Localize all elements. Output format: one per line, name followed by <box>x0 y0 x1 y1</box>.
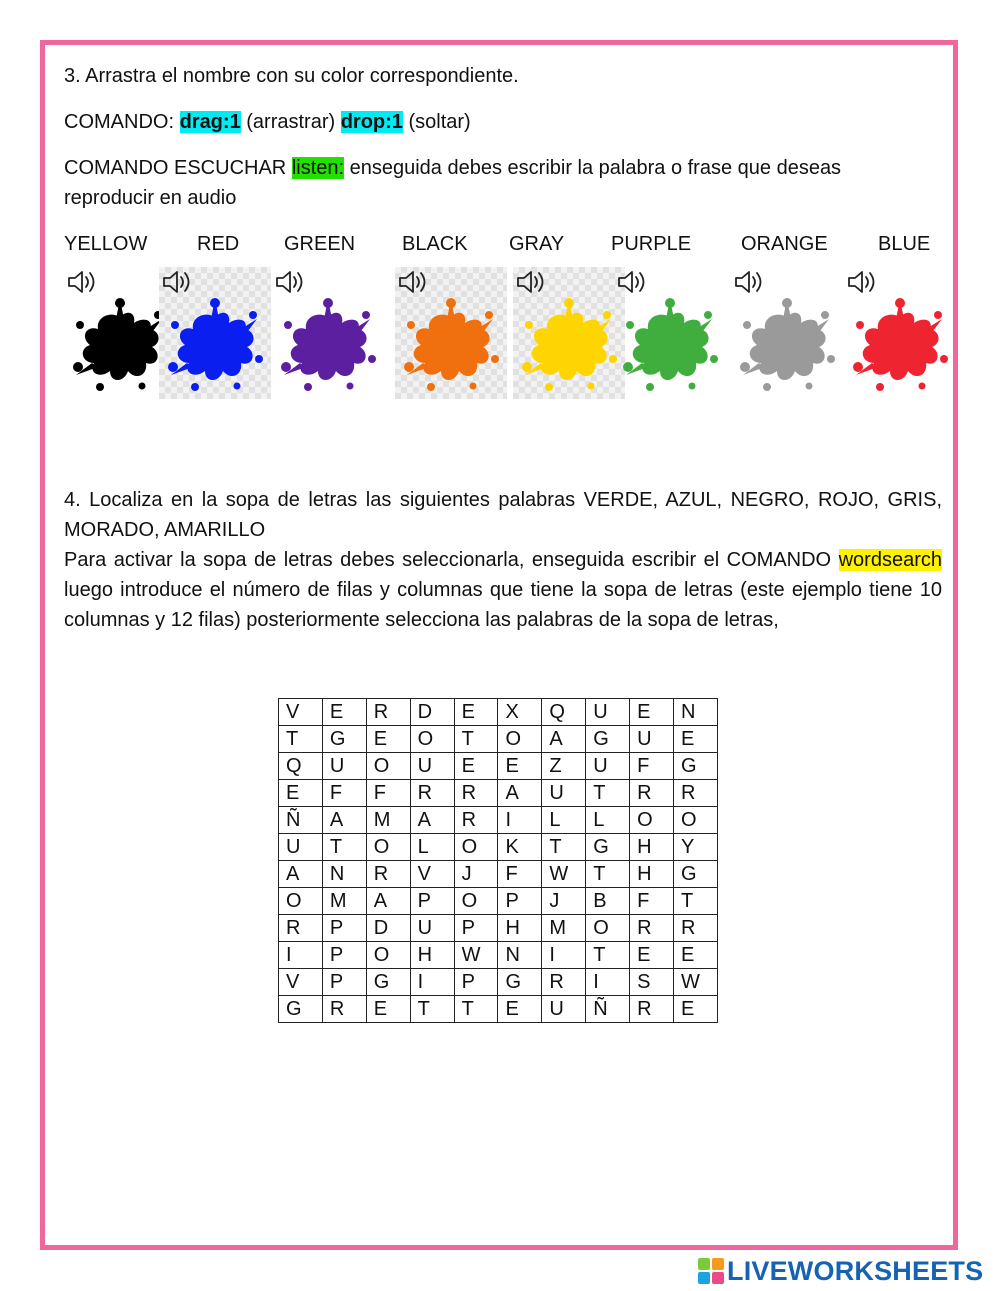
word-search-cell[interactable]: G <box>498 969 542 996</box>
word-search-cell[interactable]: A <box>279 861 323 888</box>
splat-green[interactable] <box>614 267 726 399</box>
word-search-cell[interactable]: P <box>322 915 366 942</box>
word-search-cell[interactable]: E <box>630 699 674 726</box>
word-search-cell[interactable]: T <box>454 726 498 753</box>
word-search-cell[interactable]: L <box>410 834 454 861</box>
worksheet-frame <box>40 40 958 1250</box>
word-search-cell[interactable]: J <box>454 861 498 888</box>
word-search-cell[interactable]: I <box>410 969 454 996</box>
word-search-cell[interactable]: U <box>410 753 454 780</box>
word-search-cell[interactable]: M <box>366 807 410 834</box>
word-search-cell[interactable]: T <box>674 888 718 915</box>
word-search-cell[interactable]: P <box>498 888 542 915</box>
word-search-cell[interactable]: G <box>586 834 630 861</box>
word-search-cell[interactable]: B <box>586 888 630 915</box>
word-search-cell[interactable]: H <box>410 942 454 969</box>
paint-splat-red <box>850 295 950 391</box>
speaker-icon[interactable] <box>397 267 431 297</box>
word-search-cell[interactable]: R <box>410 780 454 807</box>
word-search-cell[interactable]: U <box>410 915 454 942</box>
word-search-row <box>279 996 718 1023</box>
word-search-cell[interactable]: U <box>542 996 586 1023</box>
word-search-row <box>279 834 718 861</box>
word-search-cell[interactable]: E <box>498 753 542 780</box>
word-search-cell[interactable]: E <box>454 753 498 780</box>
speaker-icon[interactable] <box>161 267 195 297</box>
drop-command: drop:1 <box>340 111 403 133</box>
word-search-cell[interactable]: N <box>498 942 542 969</box>
word-search-cell[interactable]: R <box>366 699 410 726</box>
word-search-cell[interactable]: T <box>454 996 498 1023</box>
color-name-purple[interactable]: PURPLE <box>611 233 692 255</box>
word-search-cell[interactable]: Q <box>542 699 586 726</box>
word-search-cell[interactable]: E <box>498 996 542 1023</box>
color-name-orange[interactable]: ORANGE <box>741 233 828 255</box>
paint-splat-green <box>620 295 720 391</box>
word-search-cell[interactable]: R <box>674 780 718 807</box>
liveworksheets-brand <box>697 1256 997 1286</box>
word-search-cell[interactable]: A <box>498 780 542 807</box>
word-search-cell[interactable]: M <box>322 888 366 915</box>
drag-description: (arrastrar) <box>246 111 336 133</box>
word-search-cell[interactable]: P <box>410 888 454 915</box>
color-name-gray[interactable]: GRAY <box>509 233 565 255</box>
word-search-cell[interactable]: O <box>674 807 718 834</box>
speaker-icon[interactable] <box>846 267 880 297</box>
listen-description: enseguida debes escribir la palabra o frase que deseas reproducir en audio <box>64 157 842 209</box>
paint-splat-purple <box>278 295 378 391</box>
paint-splat-orange <box>401 295 501 391</box>
word-search-cell[interactable]: T <box>322 834 366 861</box>
color-name-row <box>64 229 944 259</box>
word-search-cell[interactable]: H <box>630 861 674 888</box>
word-search-cell[interactable]: T <box>279 726 323 753</box>
word-search-cell[interactable]: U <box>542 780 586 807</box>
word-search-cell[interactable]: U <box>279 834 323 861</box>
word-search-cell[interactable]: T <box>586 861 630 888</box>
word-search-cell[interactable]: P <box>454 969 498 996</box>
listen-command-line <box>64 153 924 213</box>
section4-instruction-start: Para activar la sopa de letras debes seleccionarla, enseguida escribir el COMANDO <box>64 549 832 571</box>
word-search-cell[interactable]: I <box>586 969 630 996</box>
word-search-cell[interactable]: V <box>279 969 323 996</box>
word-search-grid[interactable] <box>278 698 718 1023</box>
splat-blue[interactable] <box>159 267 271 399</box>
color-name-yellow[interactable]: YELLOW <box>64 233 148 255</box>
word-search-row <box>279 888 718 915</box>
word-search-cell[interactable]: T <box>586 780 630 807</box>
word-search-cell[interactable]: G <box>674 861 718 888</box>
word-search-cell[interactable]: R <box>366 861 410 888</box>
listen-prefix: COMANDO ESCUCHAR <box>64 157 287 179</box>
word-search-cell[interactable]: L <box>542 807 586 834</box>
word-search-cell[interactable]: O <box>366 942 410 969</box>
word-search-cell[interactable]: O <box>498 726 542 753</box>
speaker-icon[interactable] <box>733 267 767 297</box>
word-search-cell[interactable]: M <box>542 915 586 942</box>
word-search-cell[interactable]: R <box>454 807 498 834</box>
splat-purple[interactable] <box>272 267 384 399</box>
word-search-cell[interactable]: W <box>542 861 586 888</box>
word-search-cell[interactable]: I <box>279 942 323 969</box>
word-search-cell[interactable]: F <box>322 780 366 807</box>
word-search-cell[interactable]: N <box>322 861 366 888</box>
word-search-cell[interactable]: D <box>410 699 454 726</box>
section4-text <box>64 485 942 635</box>
section4-instruction-end: luego introduce el número de filas y columnas que tiene la sopa de letras (este ejemplo tiene 10 columnas y 12 filas) posteriormente selecciona las palabras de la sopa de letras, <box>64 579 942 631</box>
word-search-cell[interactable]: E <box>366 726 410 753</box>
drag-command: drag:1 <box>179 111 241 133</box>
word-search-cell[interactable]: A <box>410 807 454 834</box>
word-search-cell[interactable]: L <box>586 807 630 834</box>
word-search-cell[interactable]: P <box>322 969 366 996</box>
word-search-cell[interactable]: R <box>322 996 366 1023</box>
word-search-cell[interactable]: H <box>630 834 674 861</box>
word-search-cell[interactable]: A <box>542 726 586 753</box>
splat-orange[interactable] <box>395 267 507 399</box>
paint-splat-gray <box>737 295 837 391</box>
word-search-cell[interactable]: E <box>674 996 718 1023</box>
word-search-cell[interactable]: G <box>279 996 323 1023</box>
word-search-cell[interactable]: O <box>454 834 498 861</box>
word-search-cell[interactable]: U <box>586 699 630 726</box>
color-splat-row <box>64 267 954 407</box>
splat-red[interactable] <box>844 267 956 399</box>
word-search-cell[interactable]: G <box>322 726 366 753</box>
color-name-black[interactable]: BLACK <box>402 233 468 255</box>
word-search-cell[interactable]: I <box>542 942 586 969</box>
word-search-cell[interactable]: G <box>674 753 718 780</box>
wordsearch-command: wordsearch <box>838 549 942 571</box>
splat-yellow[interactable] <box>513 267 625 399</box>
word-search-cell[interactable]: X <box>498 699 542 726</box>
section3-title: 3. Arrastra el nombre con su color correspondiente. <box>64 65 519 87</box>
color-name-green[interactable]: GREEN <box>284 233 356 255</box>
word-search-cell[interactable]: O <box>410 726 454 753</box>
drag-drop-command-line <box>64 107 471 137</box>
word-search-cell[interactable]: O <box>366 753 410 780</box>
word-search-cell[interactable]: R <box>630 915 674 942</box>
paint-splat-black <box>70 295 170 391</box>
word-search-row <box>279 699 718 726</box>
word-search-row <box>279 861 718 888</box>
color-name-blue[interactable]: BLUE <box>878 233 931 255</box>
word-search-cell[interactable]: Ñ <box>586 996 630 1023</box>
word-search-cell[interactable]: A <box>366 888 410 915</box>
paint-splat-yellow <box>519 295 619 391</box>
word-search-row <box>279 915 718 942</box>
word-search-cell[interactable]: O <box>279 888 323 915</box>
word-search-cell[interactable]: Y <box>674 834 718 861</box>
word-search-row <box>279 807 718 834</box>
word-search-cell[interactable]: E <box>366 996 410 1023</box>
word-search-cell[interactable]: R <box>674 915 718 942</box>
word-search-cell[interactable]: Ñ <box>279 807 323 834</box>
word-search-cell[interactable]: R <box>454 780 498 807</box>
word-search-cell[interactable]: F <box>630 753 674 780</box>
word-search-row <box>279 753 718 780</box>
listen-command: listen: <box>291 157 345 179</box>
word-search-cell[interactable]: N <box>674 699 718 726</box>
speaker-icon[interactable] <box>66 267 100 297</box>
word-search-cell[interactable]: P <box>454 915 498 942</box>
word-search-cell[interactable]: G <box>366 969 410 996</box>
word-search-cell[interactable]: T <box>542 834 586 861</box>
word-search-cell[interactable]: R <box>279 915 323 942</box>
word-search-cell[interactable]: K <box>498 834 542 861</box>
speaker-icon[interactable] <box>616 267 650 297</box>
word-search-cell[interactable]: R <box>630 996 674 1023</box>
word-search-row <box>279 726 718 753</box>
word-search-cell[interactable]: G <box>586 726 630 753</box>
word-search-cell[interactable]: E <box>454 699 498 726</box>
word-search-cell[interactable]: V <box>279 699 323 726</box>
word-search-cell[interactable]: S <box>630 969 674 996</box>
word-search-cell[interactable]: F <box>366 780 410 807</box>
drop-description: (soltar) <box>408 111 471 133</box>
speaker-icon[interactable] <box>274 267 308 297</box>
word-search-cell[interactable]: O <box>366 834 410 861</box>
word-search-cell[interactable]: E <box>279 780 323 807</box>
word-search-cell[interactable]: J <box>542 888 586 915</box>
section4-intro: 4. Localiza en la sopa de letras las siguientes palabras VERDE, AZUL, NEGRO, ROJO, GRIS, MORADO, AMARILLO <box>64 489 942 541</box>
word-search-cell[interactable]: W <box>674 969 718 996</box>
word-search-cell[interactable]: V <box>410 861 454 888</box>
word-search-cell[interactable]: T <box>586 942 630 969</box>
word-search-row <box>279 780 718 807</box>
word-search-cell[interactable]: D <box>366 915 410 942</box>
word-search-row <box>279 969 718 996</box>
word-search-cell[interactable]: R <box>630 780 674 807</box>
splat-gray[interactable] <box>731 267 843 399</box>
command-prefix: COMANDO: <box>64 111 174 133</box>
word-search-cell[interactable]: I <box>498 807 542 834</box>
word-search-cell[interactable]: E <box>674 942 718 969</box>
word-search-cell[interactable]: U <box>322 753 366 780</box>
word-search-cell[interactable]: E <box>674 726 718 753</box>
word-search-cell[interactable]: T <box>410 996 454 1023</box>
word-search-cell[interactable]: E <box>630 942 674 969</box>
word-search-cell[interactable]: O <box>454 888 498 915</box>
word-search-table[interactable] <box>278 698 718 1023</box>
word-search-cell[interactable]: O <box>586 915 630 942</box>
liveworksheets-logo-icon <box>697 1257 725 1285</box>
word-search-cell[interactable]: U <box>630 726 674 753</box>
word-search-cell[interactable]: W <box>454 942 498 969</box>
word-search-cell[interactable]: Q <box>279 753 323 780</box>
word-search-row <box>279 942 718 969</box>
word-search-cell[interactable]: E <box>322 699 366 726</box>
word-search-cell[interactable]: O <box>630 807 674 834</box>
word-search-cell[interactable]: R <box>542 969 586 996</box>
color-name-red[interactable]: RED <box>197 233 240 255</box>
word-search-cell[interactable]: H <box>498 915 542 942</box>
word-search-cell[interactable]: U <box>586 753 630 780</box>
brand-name: LIVEWORKSHEETS <box>727 1256 984 1286</box>
word-search-cell[interactable]: F <box>630 888 674 915</box>
word-search-cell[interactable]: P <box>322 942 366 969</box>
word-search-cell[interactable]: Z <box>542 753 586 780</box>
word-search-cell[interactable]: A <box>322 807 366 834</box>
paint-splat-blue <box>165 295 265 391</box>
word-search-cell[interactable]: F <box>498 861 542 888</box>
speaker-icon[interactable] <box>515 267 549 297</box>
